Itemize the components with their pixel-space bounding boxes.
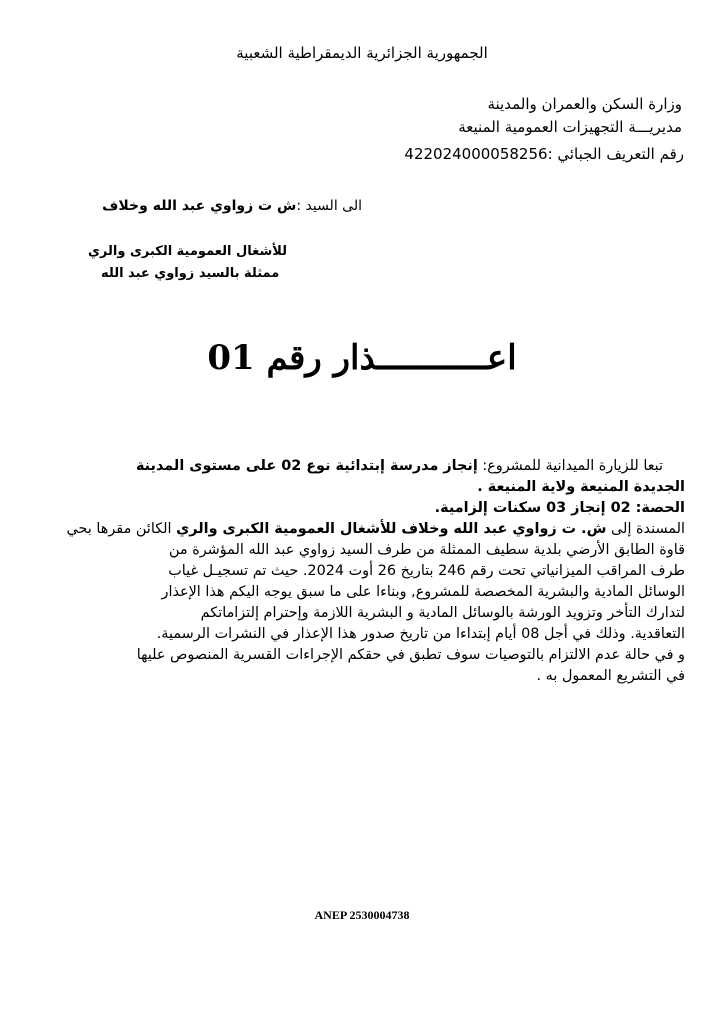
project-line-1 — [40, 456, 685, 477]
addressee-company: للأشغال العمومية الكبرى والري — [88, 244, 288, 259]
addressee-line — [102, 198, 362, 214]
ministry-name: وزارة السكن والعمران والمدينة — [487, 95, 682, 113]
body-line-7: و في حالة عدم الالتزام بالتوصيات سوف تطبق في حقكم الإجراءات القسرية المنصوص عليها — [136, 647, 685, 663]
body-line-4: الوسائل المادية والبشرية المخصصة للمشروع, وبناءا على ما سبق يوجه اليكم هذا الإعذار — [161, 584, 685, 600]
lot-line: الحصة: 02 إنجاز 03 سكنات إلزامية. — [434, 500, 685, 516]
body-line-3: طرف المراقب الميزانياتي تحت رقم 246 بتاريخ 26 أوت 2024. حيث تم تسجيـل غياب — [168, 563, 685, 579]
notice-title: اعـــــــــــذار رقم 01 — [207, 338, 517, 378]
directorate-name: مديريـــة التجهيزات العمومية المنيعة — [458, 118, 682, 136]
project-line-2: الجديدة المنيعة ولاية المنيعة . — [477, 479, 685, 495]
anep-reference: ANEP 2530004738 — [314, 908, 410, 922]
body-line-5: لتدارك التأخر وتزويد الورشة بالوسائل المادية و البشرية اللازمة وإحترام إلتزاماتكم — [200, 605, 685, 621]
republic-header: الجمهورية الجزائرية الديمقراطية الشعبية — [236, 44, 488, 62]
notice-body — [40, 456, 685, 687]
tax-id: رقم التعريف الجبائي :422024000058256 — [404, 145, 684, 163]
body-line-8: في التشريع المعمول به . — [536, 668, 685, 684]
body-line-6: التعاقدية. وذلك في أجل 08 أيام إبتداءا من تاريخ صدور هذا الإعذار في النشرات الرسمية. — [156, 626, 685, 642]
body-line-1-prefix: المسندة إلى — [606, 521, 685, 537]
project-prefix: تبعا للزيارة الميدانية للمشروع: — [477, 458, 663, 474]
addressee-name: ش ت زواوي عبد الله وخلاف — [102, 198, 297, 214]
project-name-part-1: إنجاز مدرسة إبتدائية نوع 02 على مستوى المدينة — [135, 458, 478, 474]
body-line-1 — [40, 519, 685, 540]
body-line-1-suffix: الكائن مقرها بحي — [66, 521, 177, 537]
addressee-prefix: الى السيد : — [296, 198, 362, 214]
contractor-name: ش. ت زواوي عبد الله وخلاف للأشغال العمومية الكبرى والري — [176, 521, 607, 537]
addressee-representative: ممثلة بالسيد زواوي عبد الله — [101, 266, 280, 281]
body-line-2: قاوة الطابق الأرضي بلدية سطيف الممثلة من طرف السيد زواوي عبد الله المؤشرة من — [168, 542, 685, 558]
